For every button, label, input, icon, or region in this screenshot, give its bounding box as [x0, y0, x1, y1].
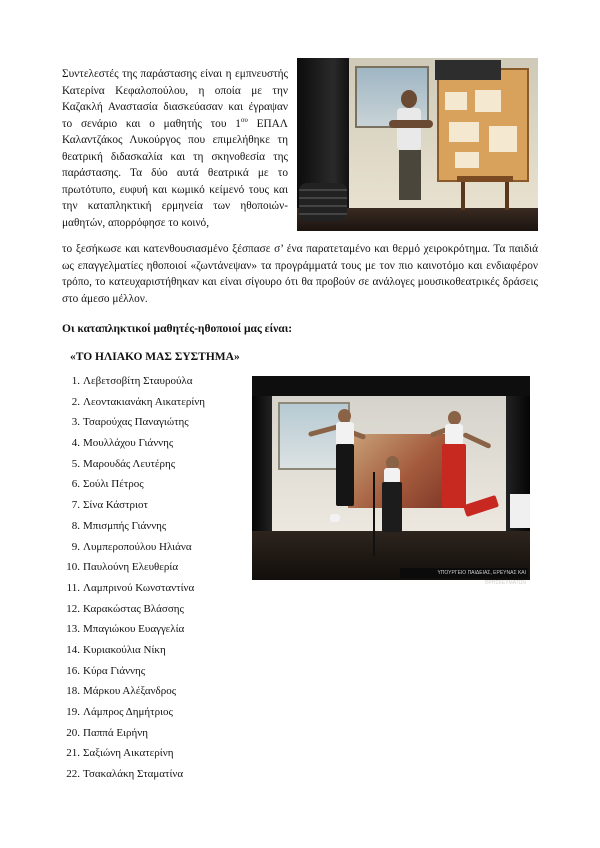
- cast-name: Μάρκου Αλέξανδρος: [83, 685, 177, 698]
- cast-number: 12.: [66, 602, 80, 615]
- table-leg: [461, 182, 465, 210]
- table-leg: [505, 182, 509, 210]
- cast-heading: Οι καταπληκτικοί μαθητές-ηθοποιοί μας είναι:: [62, 323, 293, 335]
- cast-list-item: [62, 702, 205, 723]
- actor-arms: [389, 120, 433, 128]
- cast-number: 19.: [66, 706, 80, 718]
- cast-name: Τσακαλάκη Σταματίνα: [83, 768, 184, 781]
- actor-legs: [399, 150, 421, 200]
- cast-number: 11.: [66, 581, 80, 594]
- side-table: [510, 494, 530, 528]
- paragraph-top: Συντελεστές της παράστασης είναι η εμπνευστής Κατερίνα Κεφαλοπούλου, η οποία με την Καζακλή Αναστασία διασκεύασαν και έγραψαν το σενάριο και ο μαθητής του $1^{o\upsilon}$ ΕΠΑΛ Καλαντζάκος Λυκούργος που επιμελήθηκε τη θεατρική διδασκαλία και τη σκηνοθεσία της παράστασης. Τα δύο αυτά θεατρικά με το πρωτότυπο, ευφυή και κωμικό κείμενό τους και την καταπληκτική ερμηνεία των ηθοποιών- μαθητών, απορρόφησε το κοινό,: [62, 68, 288, 229]
- cast-number: 2.: [71, 395, 80, 408]
- stage-photo-2: [252, 376, 530, 586]
- cast-name: Σούλι Πέτρος: [83, 478, 144, 491]
- cast-list-item: [62, 474, 205, 495]
- cast-list-item: [62, 743, 205, 764]
- cast-name: Μαρουδάς Λευτέρης: [83, 457, 176, 470]
- cast-name: Μπαγιώκου Ευαγγελία: [83, 623, 185, 636]
- cast-number: 10.: [66, 561, 80, 574]
- cast-name: Μπισμπής Γιάννης: [83, 519, 167, 532]
- cast-list-item: [62, 681, 205, 702]
- cast-number: 7.: [71, 499, 80, 512]
- tire-stack: [299, 183, 347, 221]
- cast-list-item: [62, 433, 205, 454]
- cast-number: 18.: [66, 685, 80, 698]
- cast-list-item: [62, 640, 205, 661]
- cast-name: Παππά Ειρήνη: [83, 726, 148, 739]
- photo-caption: ΥΠΟΥΡΓΕΙΟ ΠΑΙΔΕΙΑΣ, ΕΡΕΥΝΑΣ ΚΑΙ ΘΡΗΣΚΕΥΜΑΤΩΝ: [400, 568, 528, 578]
- cast-number: 14.: [66, 643, 80, 656]
- cast-list-item: [62, 537, 205, 558]
- cast-name: Λάμπρος Δημήτριος: [83, 706, 173, 718]
- cast-list-item: [62, 412, 205, 433]
- paragraph-bottom: το ξεσήκωσε και κατενθουσιασμένο ξέσπασε σ’ ένα παρατεταμένο και θερμό χειροκρότημα. Τα παιδιά ως επαγγελματίες ηθοποιοί «ζωντάνεψαν» τα προγράμματά τους με τον πιο καινοτόμο και ενδιαφέρον τρόπο, το κατευχαριστήθηκαν και είναι σίγουρο ότι θα προβούν σε ανάλογες μουσικοθεατρικές δράσεις στο άμεσο μέλλον.: [62, 243, 538, 305]
- actor-body: [397, 108, 421, 150]
- show-title: «ΤΟ ΗΛΙΑΚΟ ΜΑΣ ΣΥΣΤΗΜΑ»: [70, 351, 240, 363]
- cast-name: Λεοντακιανάκη Αικατερίνη: [83, 395, 206, 408]
- cast-name: Παυλούνη Ελευθερία: [83, 561, 179, 574]
- cast-list-item: [62, 661, 205, 682]
- cast-list-item: [62, 454, 205, 475]
- cast-number: 13.: [66, 623, 80, 636]
- cast-list-item: [62, 371, 205, 392]
- cast-list-item: [62, 723, 205, 744]
- microphone-stand: [373, 472, 375, 556]
- cast-list-item: [62, 578, 205, 599]
- cast-name: Λεβετσοβίτη Σταυρούλα: [83, 375, 193, 387]
- cast-number: 20.: [66, 726, 80, 739]
- cast-name: Κυριακούλια Νίκη: [83, 643, 166, 656]
- cast-name: Σίνα Κάστριοτ: [83, 499, 148, 512]
- cast-name: Τσαρούχας Παναγιώτης: [83, 416, 189, 429]
- cast-number: 8.: [71, 519, 80, 532]
- cast-number: 9.: [71, 540, 80, 553]
- cast-list-item: [62, 599, 205, 620]
- cast-number: 5.: [71, 457, 80, 470]
- cast-name: Μουλλάχου Γιάννης: [83, 437, 174, 450]
- cast-number: 1.: [71, 375, 80, 387]
- cast-list-item: [62, 516, 205, 537]
- cast-list-item: [62, 764, 205, 785]
- cast-list-item: [62, 619, 205, 640]
- cast-name: Καρακώστας Βλάσσης: [83, 602, 184, 615]
- cast-name: Κύρα Γιάννης: [83, 664, 146, 677]
- stage-ceiling: [252, 376, 530, 396]
- cast-number: 22.: [66, 768, 80, 781]
- cast-list-item: [62, 557, 205, 578]
- cast-number: 4.: [71, 437, 80, 450]
- cast-number: 21.: [66, 747, 80, 760]
- cast-number: 16.: [66, 664, 80, 677]
- stage-photo-1: [297, 58, 538, 231]
- cast-list-item: [62, 495, 205, 516]
- cast-name: Λαμπρινού Κωνσταντίνα: [83, 581, 195, 594]
- wall-sign: [435, 60, 501, 80]
- notice-board: [437, 68, 529, 182]
- cast-list-item: [62, 392, 205, 413]
- cast-number: 6.: [71, 478, 80, 491]
- actor-head: [401, 90, 417, 108]
- curtain-left: [252, 396, 272, 546]
- cast-number: 3.: [71, 416, 80, 429]
- cast-list: [62, 371, 205, 785]
- cast-name: Σαξιώνη Αικατερίνη: [83, 747, 174, 760]
- cast-name: Λυμπεροπούλου Ηλιάνα: [83, 540, 192, 553]
